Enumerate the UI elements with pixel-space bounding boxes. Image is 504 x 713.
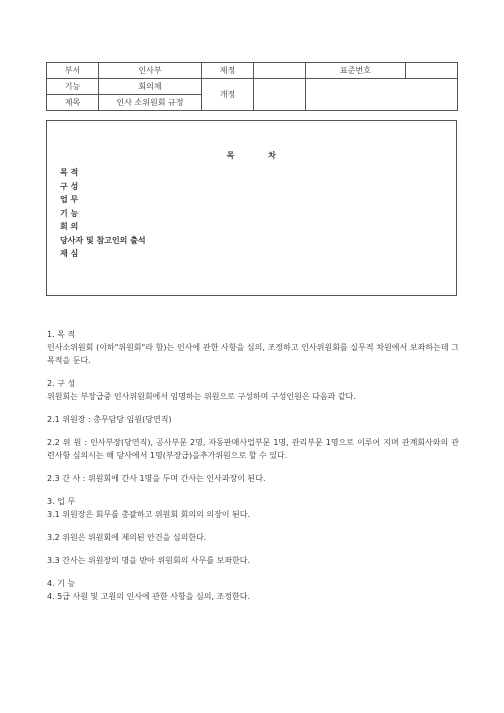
title-label: 제목: [47, 95, 99, 111]
clause-2-1: 2.1 위원장 : 총무담당 임원(당연직): [47, 415, 172, 424]
clause-2-3: 2.3 간 사 : 위원회에 간사 1명을 두며 간사는 인사과장이 된다.: [47, 474, 266, 483]
section-heading-purpose: 1. 목 적: [47, 330, 76, 339]
revise-value: [254, 79, 306, 111]
func-label: 기능: [47, 79, 99, 95]
section-heading-duties: 3. 업 무: [47, 497, 76, 506]
section-text-composition: 위원회는 부장급중 인사위원회에서 임명하는 위원으로 구성하며 구성인원은 다음과 같다.: [47, 392, 356, 401]
revise-label: 개정: [202, 79, 254, 111]
toc-item: 당사자 및 참고인의 출석: [60, 235, 146, 245]
revise-blank: [306, 79, 458, 111]
table-of-contents: [46, 120, 457, 296]
toc-item: 목 적: [60, 168, 79, 177]
enact-label: 제정: [202, 63, 254, 79]
toc-item: 재 심: [60, 249, 79, 258]
clause-3-2: 3.2 위원은 위원회에 제의된 안건을 심의한다.: [47, 533, 207, 542]
dept-label: 부서: [47, 63, 99, 79]
clause-2-2: 2.2 위 원 : 인사부장(당연직), 공사부문 2명, 자동판매사업부문 1명, 관리부문 1명으로 이루어 지며 관계회사와의 관련사항 심의시는 해 당사에서 1명(부장급)을추가위원으로 할 수 있다.: [47, 438, 459, 460]
enact-value: [254, 63, 306, 79]
toc-item: 업 무: [60, 195, 79, 204]
clause-3-1: 3.1 위원장은 회무를 총괄하고 위원회 회의의 의장이 된다.: [47, 510, 251, 519]
toc-item: 구 성: [60, 181, 79, 191]
clause-4: 4. 5급 사원 및 고원의 인사에 관한 사항을 심의, 조정한다.: [47, 592, 250, 601]
func-value: 회의체: [99, 79, 202, 95]
standard-no-label: 표준번호: [306, 63, 406, 79]
title-value: 인사 소위원회 규정: [99, 95, 202, 111]
section-heading-function: 4. 기 능: [47, 579, 76, 588]
toc-list: [60, 166, 146, 261]
section-text-purpose: 인사소위원회 (이하"위원회"라 함)는 인사에 관한 사항을 심의, 조정하고 인사위원회를 실무적 차원에서 보좌하는데 그 목적을 둔다.: [47, 343, 459, 365]
toc-item: 회 의: [60, 222, 79, 231]
section-heading-composition: 2. 구 성: [47, 379, 76, 388]
standard-no-value: [406, 63, 458, 79]
toc-title: 목 차: [226, 151, 277, 160]
document-header-table: [46, 62, 458, 111]
clause-3-3: 3.3 간사는 위원장의 명을 받아 위원회의 사무를 보좌한다.: [47, 556, 251, 565]
document-body: [47, 328, 459, 603]
dept-value: 인사부: [99, 63, 202, 79]
toc-item: 기 능: [60, 208, 79, 218]
